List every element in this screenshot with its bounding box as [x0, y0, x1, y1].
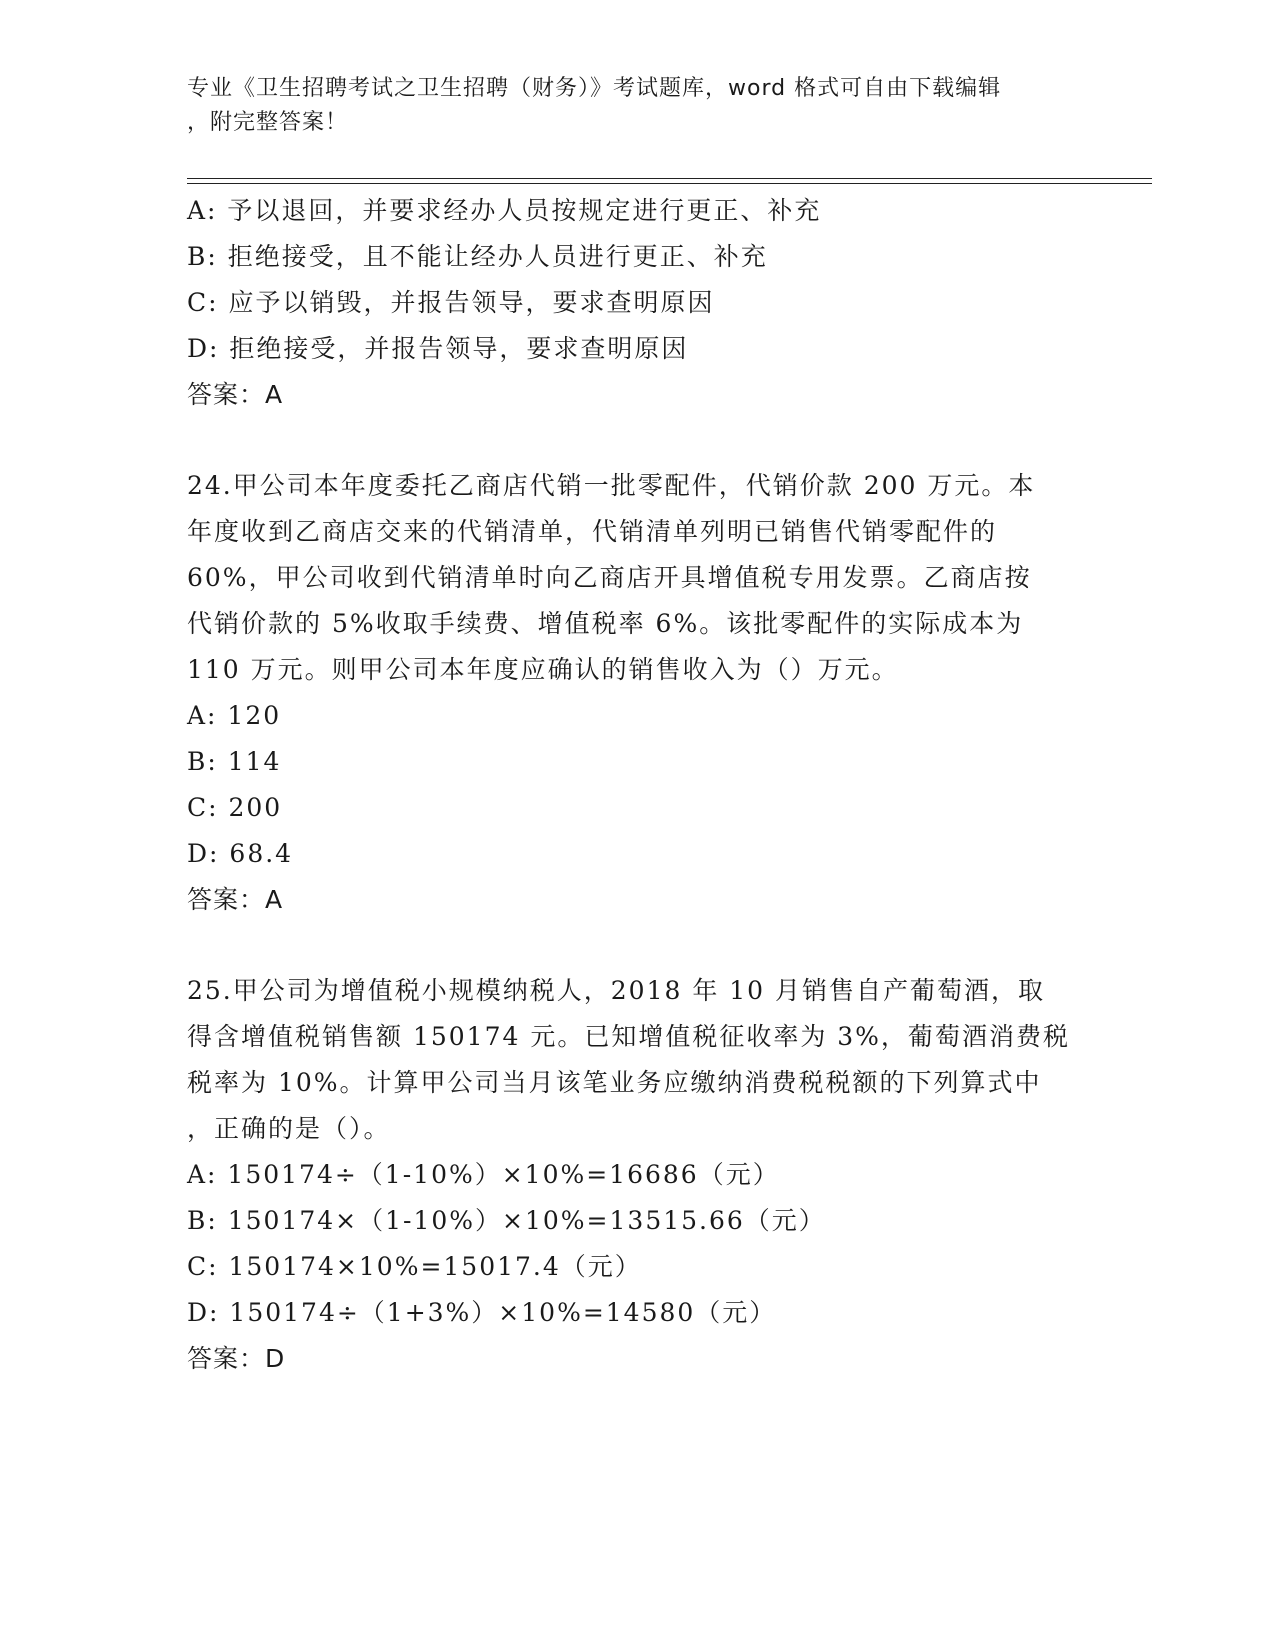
option-c: C: 150174×10%=15017.4（元）: [187, 1252, 642, 1281]
header-line-2: ，附完整答案！: [187, 110, 349, 135]
question-23: [187, 188, 1087, 418]
question-text-line: 年度收到乙商店交来的代销清单，代销清单列明已销售代销零配件的: [187, 517, 998, 546]
option-a: A: 120: [187, 701, 282, 730]
question-text-line: 24.甲公司本年度委托乙商店代销一批零配件，代销价款 200 万元。本: [187, 471, 1036, 500]
option-b: B: 150174×（1-10%）×10%=13515.66（元）: [187, 1206, 826, 1235]
answer: 答案：D: [187, 1344, 286, 1373]
question-spacer: [187, 418, 1087, 463]
question-text-line: 60%，甲公司收到代销清单时向乙商店开具增值税专用发票。乙商店按: [187, 563, 1032, 592]
option-d: D: 68.4: [187, 839, 294, 868]
question-text-line: 110 万元。则甲公司本年度应确认的销售收入为（）万元。: [187, 655, 899, 684]
header-divider-bottom: [187, 183, 1152, 184]
question-list: [187, 188, 1087, 1382]
question-spacer: [187, 923, 1087, 968]
option-c: C: 200: [187, 793, 283, 822]
question-text-line: 25.甲公司为增值税小规模纳税人，2018 年 10 月销售自产葡萄酒，取: [187, 976, 1046, 1005]
option-c: C: 应予以销毁，并报告领导，要求查明原因: [187, 288, 715, 317]
question-text-line: 税率为 10%。计算甲公司当月该笔业务应缴纳消费税税额的下列算式中: [187, 1068, 1042, 1097]
option-b: B: 114: [187, 747, 282, 776]
option-d: D: 拒绝接受，并报告领导，要求查明原因: [187, 334, 689, 363]
option-b: B: 拒绝接受，且不能让经办人员进行更正、补充: [187, 242, 768, 271]
question-text-line: ，正确的是（）。: [187, 1114, 391, 1143]
document-header: [187, 72, 1087, 140]
question-text-line: 代销价款的 5%收取手续费、增值税率 6%。该批零配件的实际成本为: [187, 609, 1024, 638]
question-25: [187, 968, 1087, 1382]
option-a: A: 150174÷（1-10%）×10%=16686（元）: [187, 1160, 780, 1189]
header-line-1: 专业《卫生招聘考试之卫生招聘（财务）》考试题库，word 格式可自由下载编辑: [187, 76, 1002, 101]
header-divider-top: [187, 178, 1152, 179]
answer: 答案：A: [187, 380, 284, 409]
question-24: [187, 463, 1087, 923]
option-a: A: 予以退回，并要求经办人员按规定进行更正、补充: [187, 196, 822, 225]
option-d: D: 150174÷（1+3%）×10%=14580（元）: [187, 1298, 777, 1327]
answer: 答案：A: [187, 885, 284, 914]
question-text-line: 得含增值税销售额 150174 元。已知增值税征收率为 3%，葡萄酒消费税: [187, 1022, 1070, 1051]
